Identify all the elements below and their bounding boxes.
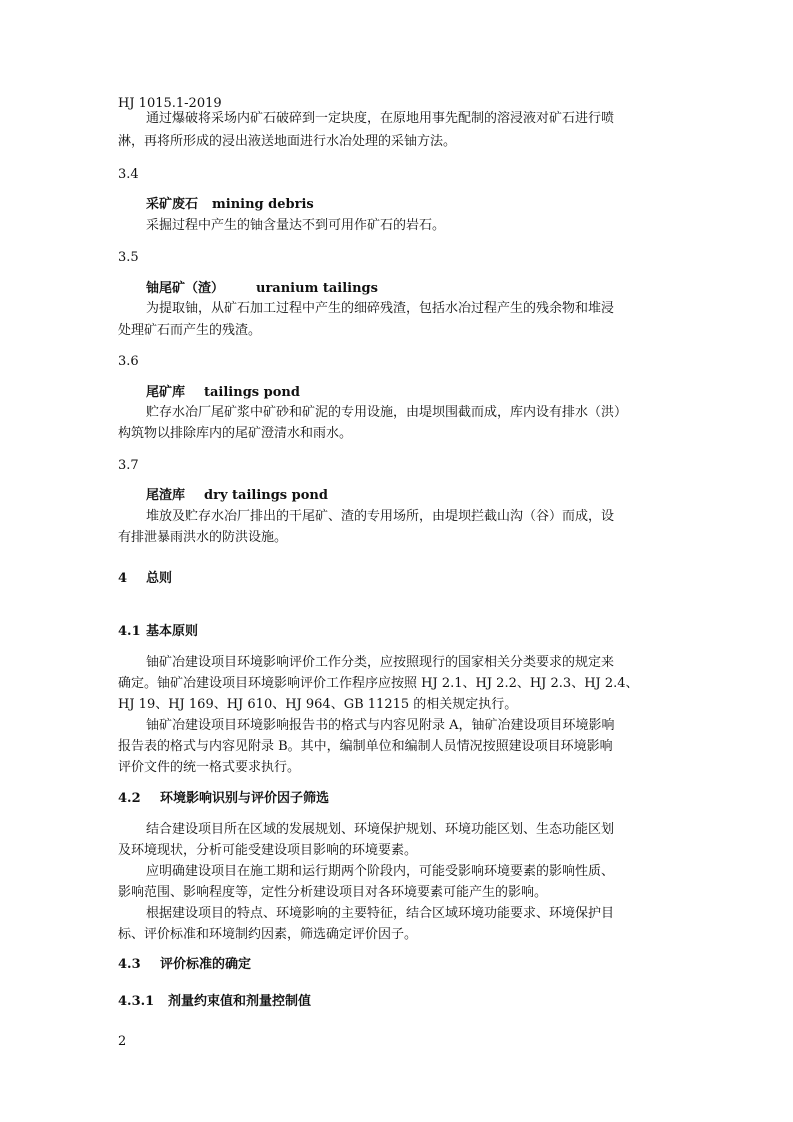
section-title: 基本原则 — [146, 624, 199, 639]
term-title-cn: 铀尾矿（渣） — [146, 281, 225, 296]
paragraph-line: 根据建设项目的特点、环境影响的主要特征，结合区域环境功能要求、环境保护目 — [146, 906, 615, 921]
paragraph-line: 为提取铀，从矿石加工过程中产生的细碎残渣，包括水冶过程产生的残余物和堆浸 — [146, 301, 615, 316]
paragraph-line: 评价文件的统一格式要求执行。 — [118, 760, 301, 775]
term-title-en: mining debris — [212, 197, 314, 212]
term-title-cn: 尾渣库 — [146, 488, 186, 503]
term-title-en: uranium tailings — [256, 281, 378, 296]
section-title: 环境影响识别与评价因子筛选 — [160, 791, 330, 806]
term-title-cn: 尾矿库 — [146, 385, 186, 400]
paragraph-line: 处理矿石而产生的残渣。 — [118, 323, 262, 338]
page-number: 2 — [118, 1034, 127, 1049]
clause-number: 3.5 — [118, 250, 139, 265]
clause-number: 3.4 — [118, 167, 139, 182]
paragraph-line: HJ 19、HJ 169、HJ 610、HJ 964、GB 11215 的相关规定执行。 — [118, 697, 518, 712]
section-title: 剂量约束值和剂量控制值 — [168, 994, 312, 1009]
paragraph-line: 堆放及贮存水冶厂排出的干尾矿、渣的专用场所，由堤坝拦截山沟（谷）而成，设 — [146, 509, 615, 524]
section-title: 评价标准的确定 — [160, 957, 252, 972]
standard-code-header: HJ 1015.1-2019 — [118, 96, 222, 111]
paragraph-line: 贮存水冶厂尾矿浆中矿砂和矿泥的专用设施，由堤坝围截而成，库内设有排水（洪） — [146, 405, 628, 420]
section-number: 4.2 — [118, 791, 141, 806]
paragraph-line: 铀矿冶建设项目环境影响报告书的格式与内容见附录 A，铀矿冶建设项目环境影响 — [146, 718, 615, 733]
term-title-en: dry tailings pond — [204, 488, 328, 503]
term-title-cn: 采矿废石 — [146, 197, 199, 212]
paragraph-line: 淋，再将所形成的浸出液送地面进行水冶处理的采铀方法。 — [118, 134, 457, 149]
paragraph-line: 铀矿冶建设项目环境影响评价工作分类，应按照现行的国家相关分类要求的规定来 — [146, 655, 615, 670]
section-number: 4 — [118, 571, 128, 586]
paragraph-line: 影响范围、影响程度等，定性分析建设项目对各环境要素可能产生的影响。 — [118, 885, 548, 900]
section-title: 总则 — [146, 571, 173, 586]
paragraph-line: 标、评价标准和环境制约因素，筛选确定评价因子。 — [118, 927, 418, 942]
section-number: 4.3 — [118, 957, 141, 972]
term-title-en: tailings pond — [204, 385, 300, 400]
paragraph-line: 结合建设项目所在区域的发展规划、环境保护规划、环境功能区划、生态功能区划 — [146, 822, 615, 837]
paragraph-line: 报告表的格式与内容见附录 B。其中，编制单位和编制人员情况按照建设项目环境影响 — [118, 739, 613, 754]
paragraph-line: 及环境现状，分析可能受建设项目影响的环境要素。 — [118, 843, 418, 858]
paragraph-line: 有排泄暴雨洪水的防洪设施。 — [118, 530, 288, 545]
section-number: 4.3.1 — [118, 994, 155, 1009]
paragraph-line: 采掘过程中产生的铀含量达不到可用作矿石的岩石。 — [146, 218, 446, 233]
clause-number: 3.6 — [118, 354, 139, 369]
section-number: 4.1 — [118, 624, 141, 639]
clause-number: 3.7 — [118, 458, 139, 473]
paragraph-line: 确定。铀矿冶建设项目环境影响评价工作程序应按照 HJ 2.1、HJ 2.2、HJ 2.3、HJ 2.4、 — [118, 676, 639, 691]
paragraph-line: 通过爆破将采场内矿石破碎到一定块度，在原地用事先配制的溶浸液对矿石进行喷 — [146, 111, 615, 126]
paragraph-line: 应明确建设项目在施工期和运行期两个阶段内，可能受影响环境要素的影响性质、 — [146, 864, 615, 879]
paragraph-line: 构筑物以排除库内的尾矿澄清水和雨水。 — [118, 426, 353, 441]
